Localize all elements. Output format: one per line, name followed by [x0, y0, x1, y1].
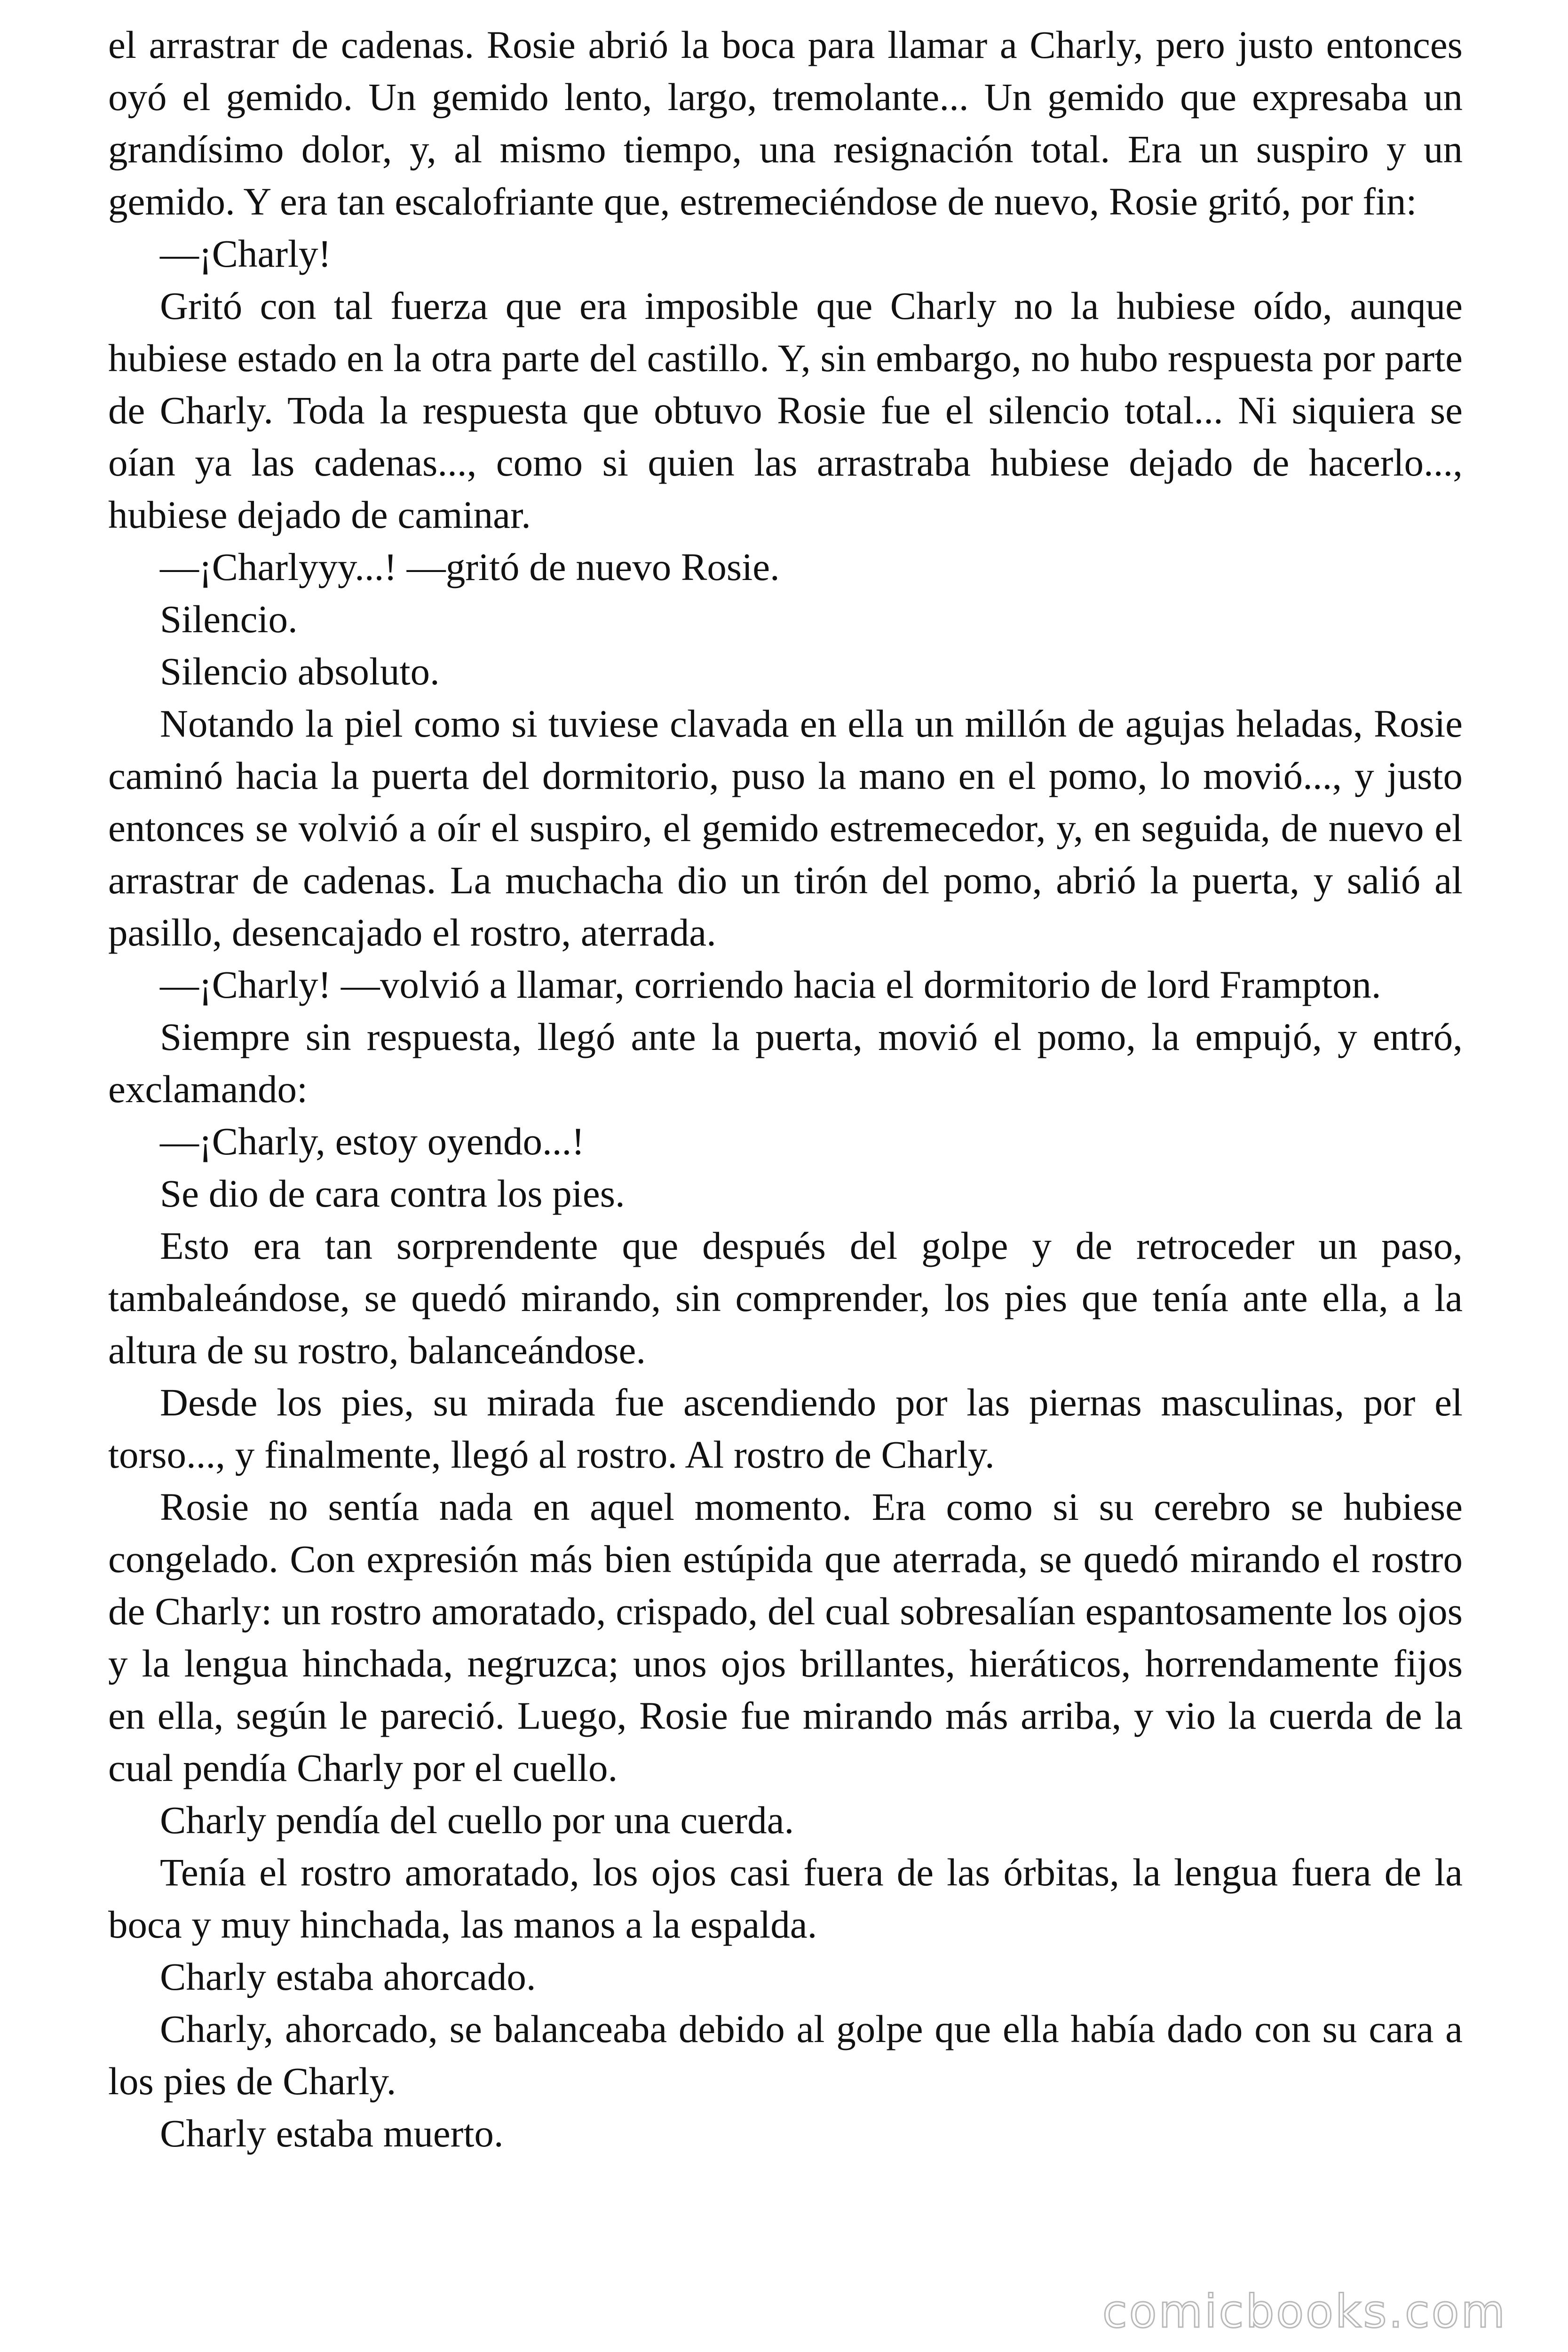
paragraph-16: Tenía el rostro amoratado, los ojos casi fuera de las órbitas, la lengua fuera de la boca y muy hinchada, las manos a la espalda. — [108, 1851, 1463, 1946]
paragraph-5: Silencio. — [160, 597, 298, 641]
paragraph-1: el arrastrar de cadenas. Rosie abrió la boca para llamar a Charly, pero justo entonces oyó el gemido. Un gemido lento, largo, tremolante... Un gemido que expresaba un grandísimo dolor, y, al mismo tiempo, una resignación total. Era un suspiro y un gemido. Y era tan escalofriante que, estremeciéndose de nuevo, Rosie gritó, por fin: — [108, 23, 1463, 223]
paragraph-13: Desde los pies, su mirada fue ascendiendo por las piernas masculinas, por el torso..., y finalmente, llegó al rostro. Al rostro de Charly. — [108, 1381, 1463, 1476]
page-body — [108, 19, 1463, 2160]
paragraph-12: Esto era tan sorprendente que después del golpe y de retroceder un paso, tambaleándose, se quedó mirando, sin comprender, los pies que tenía ante ella, a la altura de su rostro, balanceándose. — [108, 1224, 1463, 1372]
paragraph-7: Notando la piel como si tuviese clavada en ella un millón de agujas heladas, Rosie caminó hacia la puerta del dormitorio, puso la mano en el pomo, lo movió..., y justo entonces se volvió a oír el suspiro, el gemido estremecedor, y, en seguida, de nuevo el arrastrar de cadenas. La muchacha dio un tirón del pomo, abrió la puerta, y salió al pasillo, desencajado el rostro, aterrada. — [108, 702, 1463, 954]
paragraph-6: Silencio absoluto. — [160, 650, 440, 693]
paragraph-4: —¡Charlyyy...! —gritó de nuevo Rosie. — [160, 545, 780, 588]
paragraph-11: Se dio de cara contra los pies. — [160, 1172, 625, 1215]
paragraph-2: —¡Charly! — [160, 232, 332, 275]
paragraph-10: —¡Charly, estoy oyendo...! — [160, 1120, 585, 1163]
paragraph-8: —¡Charly! —volvió a llamar, corriendo hacia el dormitorio de lord Frampton. — [160, 963, 1381, 1006]
paragraph-14: Rosie no sentía nada en aquel momento. Era como si su cerebro se hubiese congelado. Con expresión más bien estúpida que aterrada, se quedó mirando el rostro de Charly: un rostro amoratado, crispado, del cual sobresalían espantosamente los ojos y la lengua hinchada, negruzca; unos ojos brillantes, hieráticos, horrendamente fijos en ella, según le pareció. Luego, Rosie fue mirando más arriba, y vio la cuerda de la cual pendía Charly por el cuello. — [108, 1485, 1463, 1789]
paragraph-18: Charly, ahorcado, se balanceaba debido al golpe que ella había dado con su cara a los pies de Charly. — [108, 2007, 1463, 2103]
paragraph-9: Siempre sin respuesta, llegó ante la puerta, movió el pomo, la empujó, y entró, exclamando: — [108, 1015, 1463, 1111]
paragraph-15: Charly pendía del cuello por una cuerda. — [160, 1798, 794, 1842]
paragraph-19: Charly estaba muerto. — [160, 2112, 504, 2155]
watermark: comicbooks.com — [1102, 2285, 1507, 2338]
paragraph-3: Gritó con tal fuerza que era imposible que Charly no la hubiese oído, aunque hubiese estado en la otra parte del castillo. Y, sin embargo, no hubo respuesta por parte de Charly. Toda la respuesta que obtuvo Rosie fue el silencio total... Ni siquiera se oían ya las cadenas..., como si quien las arrastraba hubiese dejado de hacerlo..., hubiese dejado de caminar. — [108, 284, 1463, 536]
paragraph-17: Charly estaba ahorcado. — [160, 1955, 536, 1998]
